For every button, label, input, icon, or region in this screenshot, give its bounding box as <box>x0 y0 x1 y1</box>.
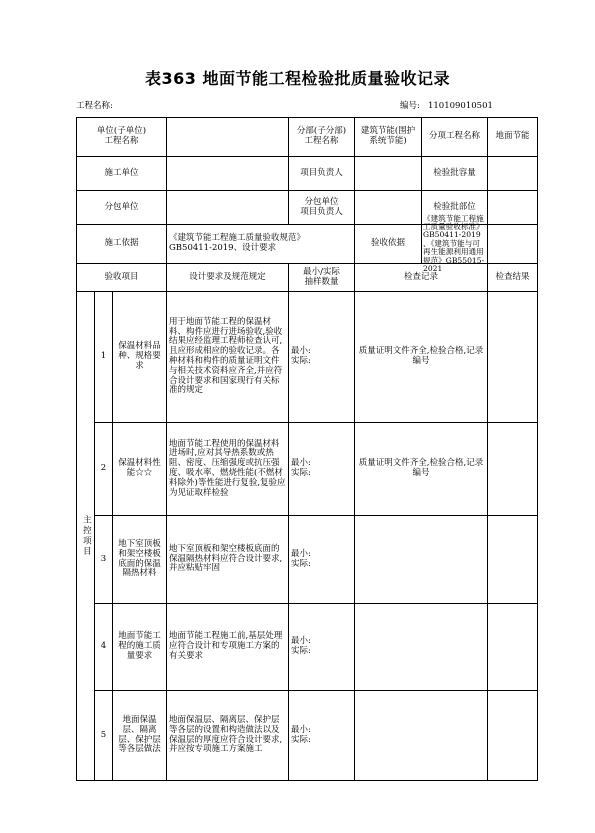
row-item: 地面节能工程的施工质量要求 <box>113 604 167 691</box>
row-number: 2 <box>95 423 113 516</box>
division-subitem-cell <box>355 118 488 157</box>
col-design: 设计要求及规范规定 <box>167 264 289 292</box>
row-design: 地下室顶板和架空楼板底面的保温隔热材料应符合设计要求,并应粘贴牢固 <box>167 516 289 604</box>
header-row-basis <box>77 225 538 264</box>
acceptance-basis-label: 验收依据 <box>355 225 422 263</box>
row-record: 质量证明文件齐全,检验合格,记录编号 <box>355 423 488 516</box>
row-design: 地面节能工程施工前,基层处理应符合设计和专项施工方案的有关要求 <box>167 604 289 691</box>
row-record: 质量证明文件齐全,检验合格,记录编号 <box>355 292 488 423</box>
sample-actual-label: 实际: <box>291 356 311 366</box>
row-result[interactable] <box>488 604 538 691</box>
sample-min-label: 最小: <box>291 346 311 357</box>
row-record <box>355 604 488 691</box>
division-value: 建筑节能(围护 系统节能) <box>355 118 422 156</box>
table-row <box>77 691 538 781</box>
acceptance-record-table <box>76 117 538 781</box>
subcontractor-label: 分包单位 <box>77 191 167 225</box>
row-sample[interactable] <box>289 423 355 516</box>
table-row <box>77 604 538 691</box>
col-result: 检查结果 <box>488 264 538 292</box>
row-number: 5 <box>95 691 113 781</box>
col-record: 检查记录 <box>355 264 488 292</box>
subcontract-leader-label: 分包单位 项目负责人 <box>289 191 355 225</box>
batch-capacity-label: 检验批容量 <box>433 167 476 178</box>
row-result[interactable] <box>488 292 538 423</box>
construction-basis-value: 《建筑节能工程施工质量验收规范》 GB50411-2019、设计要求 <box>167 225 355 264</box>
subitem-label: 分项工程名称 <box>428 131 480 142</box>
row-record <box>355 691 488 781</box>
construction-unit-label: 施工单位 <box>77 157 167 191</box>
batch-location-label: 检验批部位 <box>433 201 476 212</box>
row-result[interactable] <box>488 423 538 516</box>
row-item: 地下室顶板和架空楼板底面的保温隔热材料 <box>113 516 167 604</box>
project-leader-value[interactable] <box>355 157 422 190</box>
record-number <box>400 99 493 111</box>
row-design: 地面保温层、隔离层、保护层等各层的设置和构造做法以及保温层的厚度应符合设计要求,并应按专项施工方案施工 <box>167 691 289 781</box>
project-leader-label: 项目负责人 <box>289 157 355 191</box>
table-row <box>77 292 538 423</box>
sample-actual-label: 实际: <box>291 646 311 656</box>
col-item: 验收项目 <box>77 264 167 292</box>
subcontract-leader-value[interactable] <box>355 191 422 224</box>
construction-basis-label: 施工依据 <box>77 225 167 264</box>
unit-project-value[interactable] <box>167 118 289 157</box>
row-number: 1 <box>95 292 113 423</box>
page-title: 表363 地面节能工程检验批质量验收记录 <box>145 69 450 88</box>
row-result[interactable] <box>488 691 538 781</box>
header-row-unit <box>77 118 538 157</box>
sample-min-label: 最小: <box>291 458 311 469</box>
row-number: 4 <box>95 604 113 691</box>
unit-project-label: 单位(子单位) 工程名称 <box>77 118 167 157</box>
sample-actual-label: 实际: <box>291 734 311 745</box>
division-label: 分部(子分部) 工程名称 <box>289 118 355 157</box>
acceptance-basis-overflow <box>488 225 538 264</box>
construction-unit-value[interactable] <box>167 157 289 191</box>
sample-min-label: 最小: <box>291 636 311 647</box>
row-design: 用于地面节能工程的保温材料、构件应进行进场验收,验收结果应经监理工程师检查认可,且应形成相应的验收记录。各种材料和构件的质量证明文件与相关技术资料应齐全,并应符合设计要求和国家现行有关标准的规定 <box>167 292 289 423</box>
sample-actual-label: 实际: <box>291 468 311 478</box>
number-value: 110109010501 <box>427 101 493 111</box>
col-sample: 最小/实际 抽样数量 <box>289 264 355 292</box>
row-item: 保温材料性能☆☆ <box>113 423 167 516</box>
row-record <box>355 516 488 604</box>
sample-min-label: 最小: <box>291 724 311 735</box>
header-row-construction <box>77 157 538 191</box>
row-sample[interactable] <box>289 292 355 423</box>
row-result[interactable] <box>488 516 538 604</box>
batch-capacity-value[interactable] <box>488 157 538 191</box>
table-row <box>77 516 538 604</box>
row-sample[interactable] <box>289 604 355 691</box>
row-item: 保温材料品种、规格要求 <box>113 292 167 423</box>
leader-capacity-cell <box>355 157 488 191</box>
subitem-value: 地面节能 <box>488 118 538 157</box>
row-sample[interactable] <box>289 691 355 781</box>
number-label: 编号: <box>400 101 420 111</box>
acceptance-basis-value: 《建筑节能工程施工质量验收标准》GB50411-2019 、《建筑节能与可再生能源利用通用规范》GB55015-2021 <box>423 213 485 273</box>
project-name-label: 工程名称: <box>76 101 113 111</box>
subcontractor-value[interactable] <box>167 191 289 225</box>
row-sample[interactable] <box>289 516 355 604</box>
row-design: 地面节能工程使用的保温材料进场时,应对其导热系数或热阻、密度、压缩强度或抗压强度、吸水率、燃烧性能(不燃材料除外)等性能进行复验,复验应为见证取样检验 <box>167 423 289 516</box>
row-item: 地面保温层、隔离层、保护层等各层做法 <box>113 691 167 781</box>
sample-actual-label: 实际: <box>291 558 311 569</box>
batch-location-value[interactable] <box>488 191 538 225</box>
row-number: 3 <box>95 516 113 604</box>
table-row <box>77 423 538 516</box>
sample-min-label: 最小: <box>291 548 311 559</box>
acceptance-basis-cell <box>355 213 488 273</box>
section-label: 主控项目 <box>77 292 95 781</box>
